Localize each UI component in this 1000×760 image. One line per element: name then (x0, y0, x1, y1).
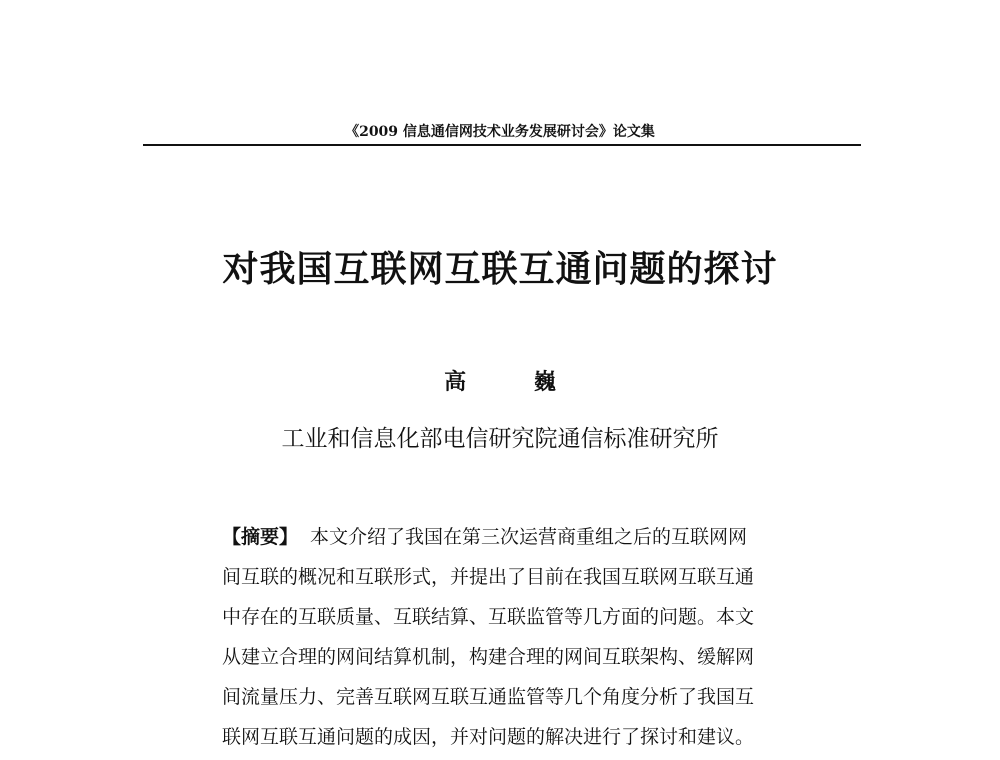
abstract-label: 【摘要】 (222, 526, 299, 548)
paper-title: 对我国互联网互联互通问题的探讨 (222, 248, 778, 290)
author-affiliation: 工业和信息化部电信研究院通信标准研究所 (281, 426, 719, 452)
abstract-line (222, 520, 792, 560)
abstract-line: 间流量压力、完善互联网互联互通监管等几个角度分析了我国互 (222, 686, 755, 708)
abstract-line: 中存在的互联质量、互联结算、互联监管等几方面的问题。本文 (222, 606, 755, 628)
header-rule (143, 144, 861, 146)
author-name: 高 巍 (444, 369, 586, 395)
abstract-line: 间互联的概况和互联形式，并提出了目前在我国互联网互联互通 (222, 566, 755, 588)
abstract-line: 联网互联互通问题的成因，并对问题的解决进行了探讨和建议。 (222, 726, 755, 748)
abstract-line-text: 本文介绍了我国在第三次运营商重组之后的互联网网 (310, 526, 748, 548)
running-header: 《2009 信息通信网技术业务发展研讨会》论文集 (345, 124, 655, 140)
abstract-line: 从建立合理的网间结算机制，构建合理的网间互联架构、缓解网 (222, 646, 755, 668)
abstract (222, 520, 792, 760)
